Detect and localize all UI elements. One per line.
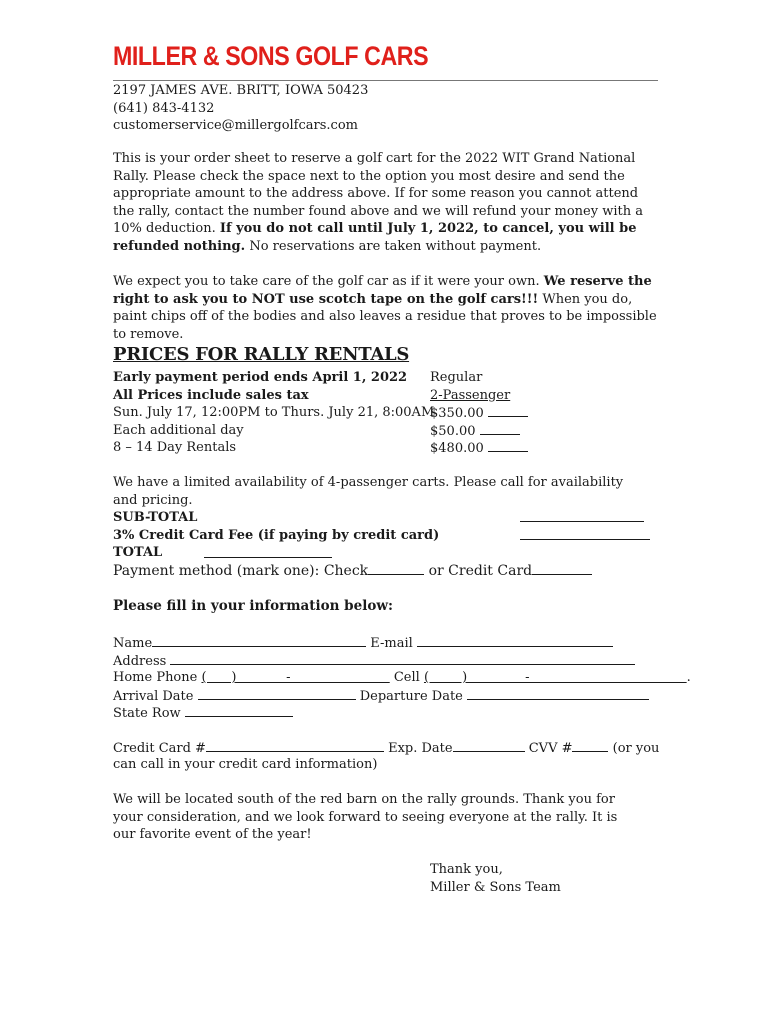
- intro-text: This is your order sheet to reserve a golf cart for the 2022 WIT Grand National Rally. Please check the space next to the option you most desire and send the appropriate amount to the address above. If for some reason you cannot attend the rally, contact the number found above and we will refund your money with a 10% deduction.: [113, 151, 643, 237]
- credit-card-field[interactable]: [206, 739, 384, 752]
- payment-label: Payment method (mark one): Check: [113, 563, 369, 579]
- cvv-label: CVV #: [528, 740, 573, 756]
- arrival-field[interactable]: [198, 687, 356, 700]
- subtotal-field[interactable]: [520, 509, 644, 522]
- credit-label: or Credit Card: [428, 563, 533, 579]
- sales-tax-note: All Prices include sales tax: [113, 387, 309, 403]
- company-title: MILLER & SONS GOLF CARS: [113, 41, 429, 71]
- price-row-label: Each additional day: [113, 422, 244, 438]
- care-warning: We reserve the right to ask you to NOT use scotch tape on the golf cars!!!: [113, 274, 652, 307]
- intro-paragraph: [113, 150, 658, 256]
- title-divider: [113, 80, 658, 81]
- arrival-label: Arrival Date: [113, 688, 194, 704]
- state-row: [113, 704, 293, 723]
- cvv-field[interactable]: [572, 739, 608, 752]
- early-payment-note: Early payment period ends April 1, 2022: [113, 370, 408, 385]
- exp-date-label: Exp. Date: [388, 740, 453, 756]
- prices-heading: PRICES FOR RALLY RENTALS: [113, 344, 410, 365]
- cell-field[interactable]: ( ) -: [423, 670, 687, 685]
- name-label: Name: [113, 636, 153, 651]
- intro-payment-note: No reservations are taken without payment.: [249, 238, 542, 254]
- price-option[interactable]: [430, 404, 528, 423]
- credit-card-label: Credit Card #: [113, 740, 206, 756]
- signoff: Miller & Sons Team: [430, 879, 561, 895]
- total-field[interactable]: [204, 545, 332, 558]
- form-heading: Please fill in your information below:: [113, 598, 393, 614]
- address-row: [113, 652, 635, 671]
- company-email: customerservice@millergolfcars.com: [113, 118, 358, 133]
- payment-method: [113, 562, 592, 581]
- credit-option[interactable]: [532, 562, 592, 575]
- cc-note: (or you: [612, 740, 660, 756]
- phone-row: Home Phone ( ) - Cell ( ) - .: [113, 670, 691, 685]
- departure-label: Departure Date: [359, 688, 463, 704]
- name-field[interactable]: [152, 634, 366, 647]
- closing-paragraph: We will be located south of the red barn on the rally grounds. Thank you for your consideration, and we look forward to seeing everyone at the rally. It is our favorite event of the year!: [113, 792, 618, 843]
- care-text: We expect you to take care of the golf car as if it were your own.: [113, 274, 540, 289]
- departure-field[interactable]: [467, 687, 649, 700]
- price-value: $480.00: [430, 441, 484, 456]
- dates-row: [113, 687, 649, 706]
- company-phone: (641) 843-4132: [113, 100, 215, 116]
- subtotal-label: SUB-TOTAL: [113, 510, 198, 525]
- email-label: E-mail: [370, 636, 413, 651]
- address-label: Address: [113, 653, 167, 669]
- cc-fee-label: 3% Credit Card Fee (if paying by credit card): [113, 527, 440, 543]
- thank-you: Thank you,: [430, 862, 503, 877]
- intro-cancel-warning: If you do not call until July 1, 2022, to cancel, you will be refunded nothing.: [113, 221, 637, 254]
- column-regular: Regular: [430, 370, 483, 385]
- care-paragraph: [113, 273, 658, 343]
- address-field[interactable]: [170, 652, 635, 665]
- check-blank[interactable]: [480, 422, 520, 435]
- cell-label: Cell: [393, 670, 420, 685]
- price-option[interactable]: [430, 422, 520, 441]
- cc-fee-field[interactable]: [520, 527, 650, 540]
- availability-note: We have a limited availability of 4-passenger carts. Please call for availability and pricing.: [113, 475, 624, 508]
- price-option[interactable]: [430, 439, 528, 458]
- home-phone-label: Home Phone: [113, 670, 198, 685]
- check-blank[interactable]: [488, 439, 528, 452]
- price-value: $50.00: [430, 423, 476, 439]
- price-value: $350.00: [430, 406, 484, 421]
- name-row: [113, 634, 613, 653]
- care-end: When you do, paint chips off of the bodies and also leaves a residue that proves to be impossible to remove.: [113, 291, 657, 342]
- state-row-field[interactable]: [185, 704, 293, 717]
- total-label: TOTAL: [113, 545, 163, 560]
- company-address: 2197 JAMES AVE. BRITT, IOWA 50423: [113, 83, 369, 98]
- column-2-passenger: 2-Passenger: [430, 387, 511, 403]
- credit-card-row: [113, 739, 659, 758]
- home-phone-field[interactable]: ( ) -: [201, 670, 390, 685]
- email-field[interactable]: [417, 634, 613, 647]
- check-option[interactable]: [368, 562, 424, 575]
- price-row-label: Sun. July 17, 12:00PM to Thurs. July 21, 8:00AM: [113, 405, 435, 420]
- price-row-label: 8 – 14 Day Rentals: [113, 440, 237, 455]
- state-row-label: State Row: [113, 706, 181, 721]
- check-blank[interactable]: [488, 404, 528, 417]
- exp-date-field[interactable]: [453, 739, 525, 752]
- cc-note-continued: can call in your credit card information): [113, 757, 378, 772]
